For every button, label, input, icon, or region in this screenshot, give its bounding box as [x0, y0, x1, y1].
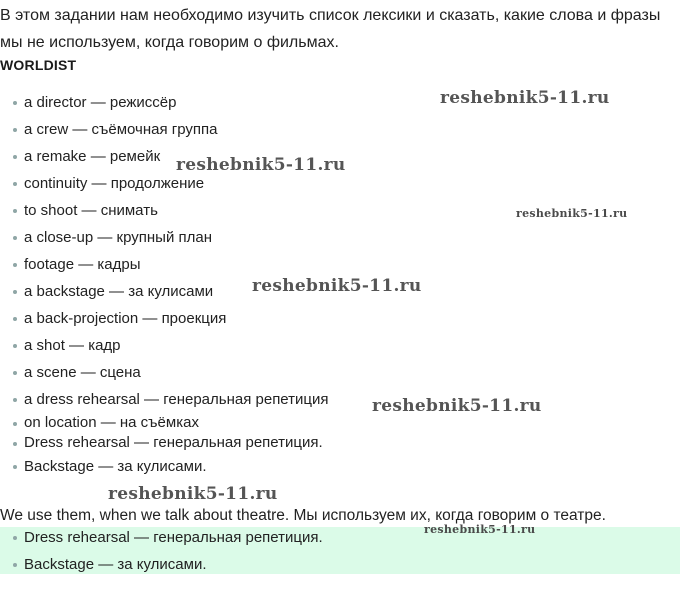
- intro-paragraph: В этом задании нам необходимо изучить список лексики и сказать, какие слова и фразы мы не используем, когда говорим о фильмах.: [0, 7, 661, 51]
- list-item: a dress rehearsal — генеральная репетиция: [12, 386, 329, 413]
- answer-highlight-box: [0, 527, 680, 574]
- list-item: a director — режиссёр: [12, 89, 329, 116]
- answer-list: [12, 527, 323, 581]
- watermark: reshebnik5-11.ru: [372, 396, 542, 416]
- list-item: footage — кадры: [12, 251, 329, 278]
- list-item: Dress rehearsal — генеральная репетиция.: [12, 433, 329, 453]
- list-item: a close-up — крупный план: [12, 224, 329, 251]
- watermark: reshebnik5-11.ru: [424, 523, 536, 536]
- list-item: a shot — кадр: [12, 332, 329, 359]
- list-item: a scene — сцена: [12, 359, 329, 386]
- watermark: reshebnik5-11.ru: [440, 88, 610, 108]
- watermark: reshebnik5-11.ru: [108, 484, 278, 504]
- list-item: on location — на съёмках: [12, 413, 329, 433]
- answer-item: Dress rehearsal — генеральная репетиция.: [12, 527, 323, 554]
- list-item: continuity — продолжение: [12, 170, 329, 197]
- answer-item: Backstage — за кулисами.: [12, 554, 323, 581]
- wordlist-heading: WORLDIST: [0, 57, 77, 73]
- list-item: Backstage — за кулисами.: [12, 453, 329, 480]
- list-item: a remake — ремейк: [12, 143, 329, 170]
- watermark: reshebnik5-11.ru: [176, 155, 346, 175]
- list-item: to shoot — снимать: [12, 197, 329, 224]
- list-item: a back-projection — проекция: [12, 305, 329, 332]
- watermark: reshebnik5-11.ru: [516, 207, 628, 220]
- watermark: reshebnik5-11.ru: [252, 276, 422, 296]
- list-item: a crew — съёмочная группа: [12, 116, 329, 143]
- summary-paragraph: We use them, when we talk about theatre. Мы используем их, когда говорим о театре.: [0, 507, 606, 524]
- list-item: a backstage — за кулисами: [12, 278, 329, 305]
